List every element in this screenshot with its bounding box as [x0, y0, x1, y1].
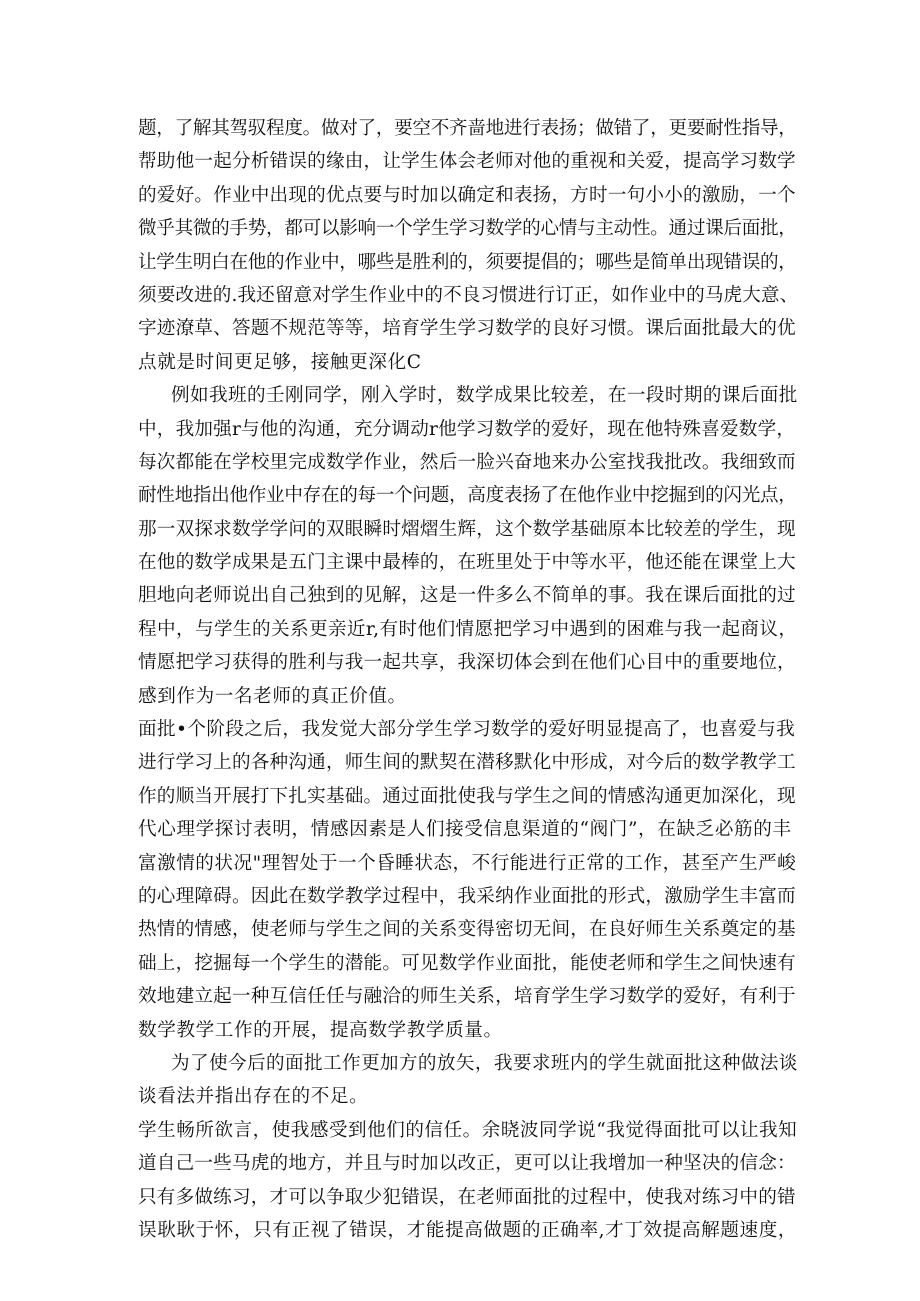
- text-line: 微乎其微的手势，都可以影响一个学生学习数学的心情与主动性。通过课后面批，: [138, 218, 797, 240]
- text-line: 题，了解其驾驭程度。做对了，要空不齐啬地进行表扬；做错了，更要耐性指导，: [138, 118, 797, 139]
- body-text: [138, 112, 798, 1247]
- text-line: 学生畅所欲言，使我感受到他们的信任。余晓波同学说“我觉得面批可以让我知: [138, 1119, 798, 1141]
- text-line: 础上，挖掘每一个学生的潜能。可见数学作业面批，能使老师和学生之间快速有: [138, 952, 796, 974]
- text-line: 中，我加强r与他的沟通，充分调动r他学习数学的爱好，现在他特殊喜爱数学，: [138, 418, 796, 440]
- text-line: 的爱好。作业中出现的优点要与时加以确定和表扬，方时一句小小的激励，一个: [138, 184, 796, 206]
- text-line: 耐性地指出他作业中存在的每一个问题，高度表扬了在他作业中挖掘到的闪光点，: [138, 485, 797, 507]
- text-line: 感到作为一名老师的真正价值。: [138, 685, 407, 707]
- text-line: 进行学习上的各种沟通，师生间的默契在潜移默化中形成，对今后的数学教学工: [138, 752, 796, 774]
- text-line: 富激情的状况"理智处于一个昏睡状态，不行能进行正常的工作，甚至产生严峻: [138, 852, 797, 874]
- text-line: 在他的数学成果是五门主课中最棒的，在班里处于中等水平，他还能在课堂上大: [138, 552, 796, 574]
- text-line: 的心理障碍。因此在数学教学过程中，我采纳作业面批的形式，激励学生丰富而: [138, 885, 796, 907]
- paragraph: [138, 112, 798, 379]
- text-line: 须要改进的.我还留意对学生作业中的不良习惯进行订正，如作业中的马虎大意、: [138, 284, 799, 306]
- text-line: 程中，与学生的关系更亲近r,有时他们情愿把学习中遇到的困难与我一起商议，: [138, 618, 798, 640]
- text-line: 让学生明白在他的作业中，哪些是胜利的，须要提倡的；哪些是简单出现错误的，: [138, 251, 797, 273]
- paragraph: [138, 379, 798, 713]
- text-line: 情愿把学习获得的胜利与我一起共享，我深切体会到在他们心目中的重要地位，: [138, 652, 796, 674]
- text-line: 面批•个阶段之后，我发觉大部分学生学习数学的爱好明显提高了，也喜爱与我: [138, 719, 796, 741]
- text-line: 每次都能在学校里完成数学作业，然后一脸兴奋地来办公室找我批改。我细致而: [138, 451, 796, 473]
- text-line: 字迹潦草、答题不规范等等，培育学生学习数学的良好习惯。课后面批最大的优: [138, 318, 796, 340]
- text-line: 谈看法并指出存在的不足。: [138, 1086, 369, 1108]
- text-line: 代心理学探讨表明，情感因素是人们接受信息渠道的“阀门”，在缺乏必筋的丰: [138, 819, 792, 841]
- text-line: 为了使今后的面批工作更加方的放矢，我要求班内的学生就面批这种做法谈: [171, 1052, 798, 1074]
- paragraph: [138, 1114, 798, 1248]
- text-line: 作的顺当开展打下扎实基础。通过面批使我与学生之间的情感沟通更加深化，现: [138, 785, 796, 807]
- text-line: 胆地向老师说出自己独到的见解，这是一件多么不简单的事。我在课后面批的过: [138, 585, 796, 607]
- paragraph: [138, 1047, 798, 1114]
- text-line: 那一双探求数学学问的双眼瞬时熠熠生辉，这个数学基础原本比较差的学生，现: [138, 518, 796, 540]
- text-line: 只有多做练习，才可以争取少犯错误，在老师面批的过程中，使我对练习中的错: [138, 1186, 796, 1208]
- paragraph: [138, 713, 798, 1047]
- text-line: 热情的情感，使老师与学生之间的关系变得密切无间，在良好师生关系奠定的基: [138, 919, 796, 941]
- text-line: 数学教学工作的开展，提高数学教学质量。: [138, 1019, 503, 1041]
- text-line: 例如我班的壬刚同学，刚入学时，数学成果比较差，在一段时期的课后面批: [171, 385, 798, 407]
- text-line: 误耿耿于怀，只有正视了错误，才能提高做题的正确率,才丁效提高解题速度，: [138, 1219, 798, 1241]
- text-line: 帮助他一起分析错误的缘由，让学生体会老师对他的重视和关爱，提高学习数学: [138, 151, 796, 173]
- text-line: 点就是时间更足够，接触更深化C: [138, 351, 422, 373]
- text-line: 效地建立起一种互信任任与融洽的师生关系，培育学生学习数学的爱好，有利于: [138, 986, 796, 1008]
- text-line: 道自己一些马虎的地方，并且与时加以改正，更可以让我增加一种坚决的信念：: [138, 1153, 796, 1175]
